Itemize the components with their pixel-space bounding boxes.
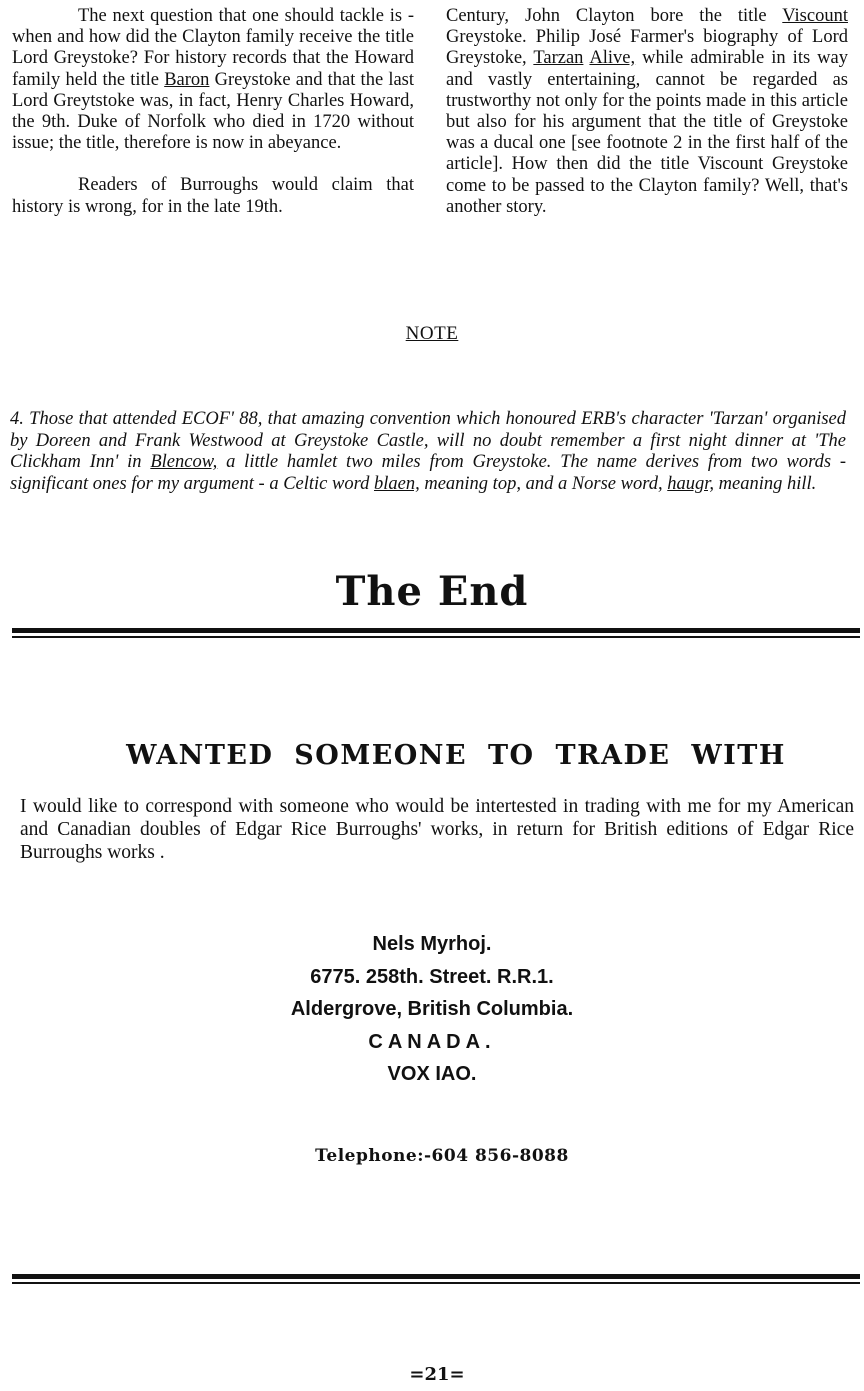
the-end-title: The End [335,568,529,615]
contact-postal-code: VOX IAO. [387,1063,477,1085]
contact-name: Nels Myrhoj. [372,933,492,955]
contact-country: CANADA. [368,1030,496,1053]
haugr-underlined: haugr, [667,473,715,494]
blencow-underlined: Blencow, [150,452,218,473]
section-divider-top [12,628,860,638]
right-text-3: while admirable in its way and vastly entertaining, cannot be regarded as trustworthy not only for the points made in this article but also for his argument that the title of Greystoke was a ducal one [see footnote 2 in the first half of the article]. How then did the title Viscount Greystoke come to be passed to the Clayton family? Well, that's another story. [446,48,848,217]
baron-underlined: Baron [164,69,210,90]
left-paragraph-2: Readers of Burroughs would claim that history is wrong, for in the late 19th. [12,175,414,217]
right-text-2: Greystoke. Philip José Farmer's biography of Lord Greystoke, [446,27,848,69]
contact-telephone: Telephone:-604 856-8088 [315,1146,569,1166]
wanted-text: I would like to correspond with someone who would be intertested in trading with me for my American and Canadian doubles of Edgar Rice Burroughs' works, in return for British editions of Edgar Rice Burroughs works . [20,796,854,863]
left-paragraph-1 [12,6,414,154]
note-heading: NOTE [405,323,459,344]
viscount-underlined: Viscount [782,6,848,26]
left-paragraph-1-start: The next question that one should tackle is - when and how did the Clayton family receive the title Lord Greystoke? For history records that the Howard family held the title [12,6,414,90]
footnote-text-4: meaning hill. [718,473,817,494]
right-paragraph [446,6,848,218]
blaen-underlined: blaen, [373,473,420,494]
wanted-heading: WANTED SOMEONE TO TRADE WITH [126,740,786,771]
left-paragraph-1-end: Greystoke and that the last Lord Greytstoke was, in fact, Henry Charles Howard, the 9th. Duke of Norfolk who died in 1720 without issue; the title, therefore is now in abeyance. [12,69,415,154]
footnote-text-3: meaning top, and a Norse word, [424,473,663,494]
page-number: =21= [409,1364,465,1385]
contact-address [0,928,864,1091]
right-text-1: Century, John Clayton bore the title [446,6,767,26]
section-divider-bottom [12,1274,860,1284]
footnote-4 [10,409,846,495]
article-right-column [446,6,848,218]
contact-city: Aldergrove, British Columbia. [290,998,574,1020]
contact-street: 6775. 258th. Street. R.R.1. [310,965,554,988]
article-left-column [12,6,414,218]
tarzan-underlined: Tarzan [533,48,584,69]
footnote-text-1: 4. Those that attended ECOF' 88, that amazing convention which honoured ERB's character 'Tarzan' organised by Doreen and Frank Westwood at Greystoke Castle, will no doubt remember a first night dinner at 'The Clickham Inn' in [10,409,846,473]
alive-underlined: Alive, [589,48,636,69]
footnote-text-2: a little hamlet two miles from Greystoke. The name derives from two words - significant ones for my argument - a Celtic word [10,452,847,494]
